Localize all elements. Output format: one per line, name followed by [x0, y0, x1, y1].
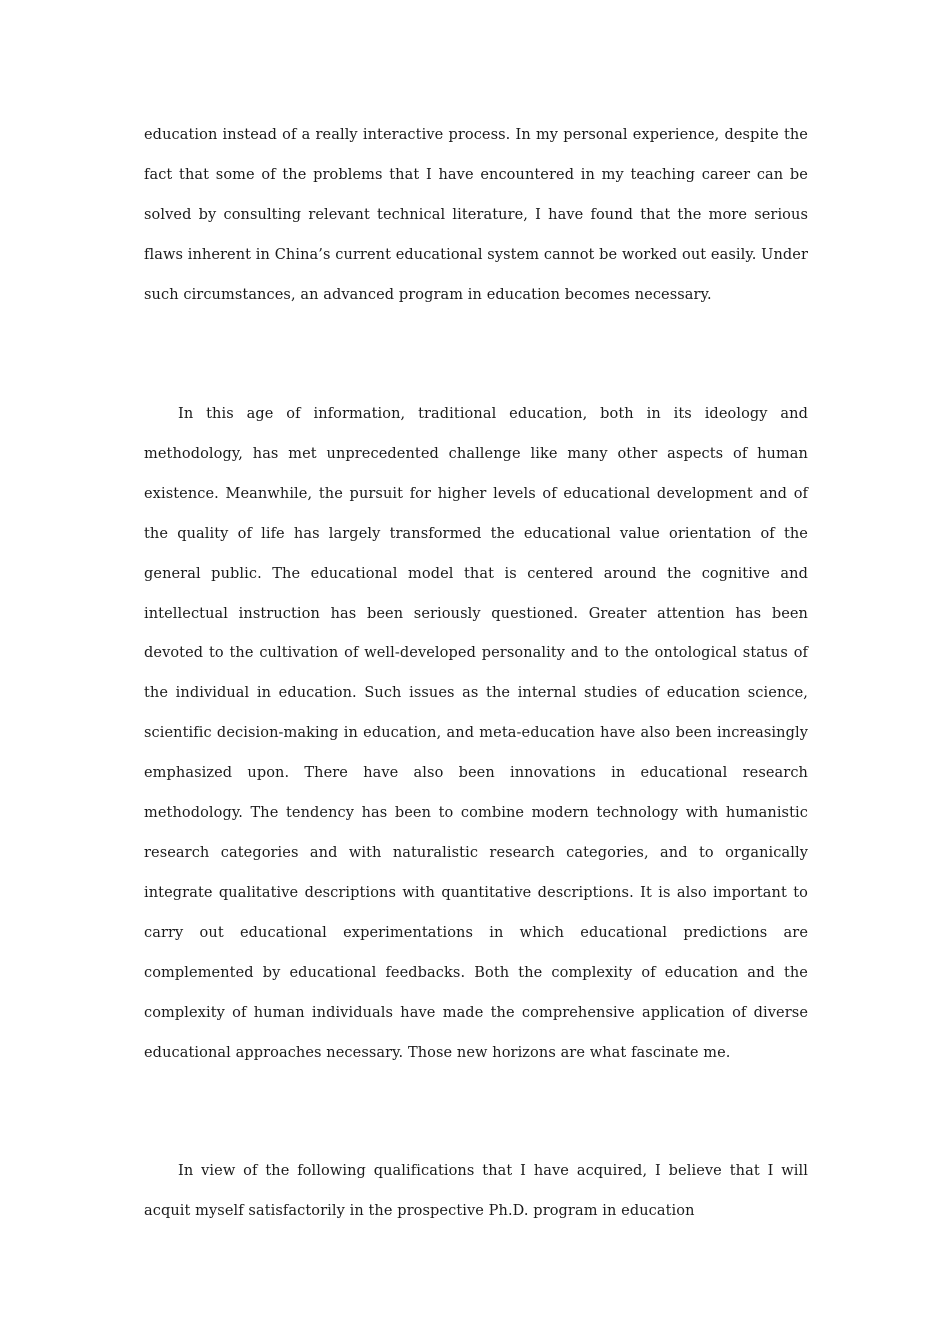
paragraph-qualifications: In view of the following qualifications that I have acquired, I believe that I will acquit myself satisfactorily in the prospective Ph.D. program in education: [144, 1163, 808, 1219]
paragraph-information-age: In this age of information, traditional education, both in its ideology and methodology, has met unprecedented challenge like many other aspects of human existence. Meanwhile, the pursuit for higher levels of educational development and of the quality of life has largely transformed the educational value orientation of the general public. The educational model that is centered around the cognitive and intellectual instruction has been seriously questioned. Greater attention has been devoted to the cultivation of well-developed personality and to the ontological status of the individual in education. Such issues as the internal studies of education science, scientific decision-making in education, and meta-education have also been increasingly emphasized upon. There have also been innovations in educational research methodology. The tendency has been to combine modern technology with humanistic research categories and with naturalistic research categories, and to organically integrate qualitative descriptions with quantitative descriptions. It is also important to carry out educational experimentations in which educational predictions are complemented by educational feedbacks. Both the complexity of education and the complexity of human individuals have made the comprehensive application of diverse educational approaches necessary. Those new horizons are what fascinate me.: [144, 406, 808, 1061]
paragraph-continuation: education instead of a really interactive process. In my personal experience, despite the fact that some of the problems that I have encountered in my teaching career can be solved by consulting relevant technical literature, I have found that the more serious flaws inherent in China’s current educational system cannot be worked out easily. Under such circumstances, an advanced program in education becomes necessary.: [144, 127, 808, 303]
